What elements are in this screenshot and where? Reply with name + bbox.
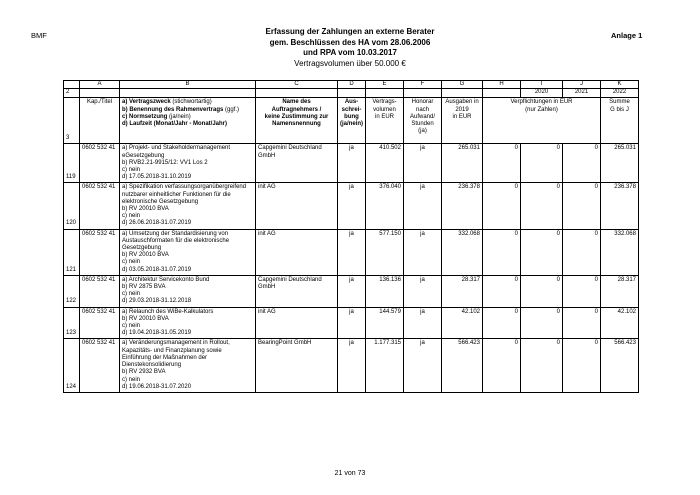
contractor-line: init AG: [258, 230, 276, 237]
col-letter-i: I: [521, 81, 563, 89]
title-line-2: gem. Beschlüssen des HA vom 28.06.2006: [269, 37, 431, 47]
header-description-line: [122, 114, 253, 121]
col-letter-g: G: [442, 81, 483, 89]
kap-titel-cell: 0602 532 41: [80, 275, 120, 307]
header-line: nach: [415, 106, 429, 113]
volume-cell: 376.040: [366, 183, 404, 229]
description-cell: [120, 229, 256, 275]
commitment-h-cell: 0: [483, 229, 521, 275]
header-line: Stunden: [411, 121, 434, 128]
expenses-cell: 566.423: [442, 339, 483, 392]
col-letter-c: C: [256, 81, 338, 89]
header-line: 2019: [455, 106, 469, 113]
description-line: b) RV 20010 BVA: [122, 206, 169, 213]
description-line: b) RVB2.21-9915/12: VV1 Los 2: [122, 159, 208, 166]
description-line: a) Projekt- und Stakeholdermanagement: [122, 145, 231, 152]
contractor-cell: [256, 229, 338, 275]
header-line: keine Zustimmung zur: [264, 113, 329, 120]
row-number: 120: [64, 183, 80, 229]
header-contract-volume: [366, 98, 404, 144]
contractor-line: Capgemini Deutschland: [258, 145, 322, 152]
kap-titel-cell: 0602 532 41: [80, 144, 120, 183]
annex-label: Anlage 1: [611, 31, 643, 40]
header-description-line: [122, 121, 253, 128]
expenses-cell: 28.317: [442, 275, 483, 307]
description-line: d) 19.04.2018-31.05.2019: [122, 330, 192, 337]
commitment-i-cell: 0: [521, 229, 563, 275]
description-line: a) Spezifikation verfassungsorganübergreifend: [122, 184, 247, 191]
header-line: Summe: [609, 99, 630, 106]
description-line: a) Veränderungsmanagement in Rollout,: [122, 340, 230, 347]
header-expenses-2019: [442, 98, 483, 144]
header-description-key: b) Benennung des Rahmenvertrags: [122, 106, 224, 113]
year-2020: 2020: [521, 89, 563, 98]
commitment-h-cell: 0: [483, 275, 521, 307]
description-cell: [120, 307, 256, 339]
header-line: (nur Zahlen): [525, 106, 558, 113]
contractor-line: Capgemini Deutschland: [258, 276, 322, 283]
row-number: 2: [64, 89, 80, 98]
year-row: [64, 89, 639, 98]
sum-cell: 42.102: [601, 307, 639, 339]
commitment-i-cell: 0: [521, 275, 563, 307]
description-line: d) 26.06.2018-31.07.2019: [122, 220, 192, 227]
description-cell: [120, 275, 256, 307]
header-description-key: c) Normsetzung: [122, 113, 168, 120]
page-number: 21 von 73: [334, 470, 366, 477]
header-line: Vertrags-: [372, 99, 397, 106]
commitment-i-cell: 0: [521, 307, 563, 339]
col-letter-e: E: [366, 81, 404, 89]
tender-cell: ja: [338, 229, 366, 275]
header-left-label: BMF: [31, 31, 47, 40]
empty-cell: [483, 89, 521, 98]
header-line: volumen: [373, 106, 396, 113]
header-line: Auftragnehmers /: [271, 106, 322, 113]
header-sum: [601, 98, 639, 144]
expenses-cell: 265.031: [442, 144, 483, 183]
header-description-hint: (ggf.): [223, 106, 240, 113]
header-commitments: [483, 98, 601, 144]
description-line: Austauschformaten für die elektronische: [122, 237, 230, 244]
header-kap-titel: Kap./Titel: [80, 98, 120, 144]
table-row: [64, 339, 639, 392]
header-contractor: [256, 98, 338, 144]
description-line: d) 19.06.2018-31.07.2020: [122, 383, 192, 390]
description-line: c) nein: [122, 259, 141, 266]
description-line: c) nein: [122, 376, 141, 383]
year-2022: 2022: [601, 89, 639, 98]
fee-cell: ja: [404, 307, 442, 339]
description-line: b) RV 20010 BVA: [122, 315, 169, 322]
commitment-h-cell: 0: [483, 339, 521, 392]
header-line: G bis J: [610, 106, 629, 113]
header-line: Namensnennung: [272, 121, 321, 128]
sum-cell: 566.423: [601, 339, 639, 392]
description-cell: [120, 339, 256, 392]
commitment-j-cell: 0: [563, 229, 601, 275]
contractor-cell: [256, 144, 338, 183]
description-line: b) RV 2932 BVA: [122, 369, 166, 376]
header-line: (ja/nein): [340, 121, 364, 128]
header-description-key: d) Laufzeit (Monat/Jahr - Monat/Jahr): [122, 121, 227, 128]
description-line: d) 03.05.2018-31.07.2019: [122, 266, 192, 273]
fee-cell: ja: [404, 183, 442, 229]
volume-cell: 410.502: [366, 144, 404, 183]
description-line: c) nein: [122, 213, 141, 220]
header-line: Aus-: [344, 99, 359, 106]
contractor-cell: [256, 339, 338, 392]
sum-cell: 265.031: [601, 144, 639, 183]
header-line: in EUR: [374, 113, 394, 120]
title-subtitle: Vertragsvolumen über 50.000 €: [294, 58, 406, 68]
description-line: a) Architektur Servicekonto Bund: [122, 276, 210, 283]
header-description-hint: (ja/nein): [167, 113, 191, 120]
table-row: [64, 144, 639, 183]
col-letter-b: B: [120, 81, 256, 89]
description-line: Einführung der Maßnahmen der: [122, 354, 208, 361]
expenses-cell: 42.102: [442, 307, 483, 339]
contractor-cell: [256, 275, 338, 307]
description-line: Gesetzgebung: [122, 245, 162, 252]
table-row: [64, 229, 639, 275]
empty-cell: [404, 89, 442, 98]
description-line: Kapazitäts- und Finanzplanung sowie: [122, 347, 222, 354]
description-line: a) Relaunch des WiBe-Kalkulators: [122, 308, 214, 315]
header-line: Honorar: [411, 99, 434, 106]
volume-cell: 1.177.315: [366, 339, 404, 392]
commitment-h-cell: 0: [483, 307, 521, 339]
col-letter-a: A: [80, 81, 120, 89]
header-row: [64, 98, 639, 144]
year-2021: 2021: [563, 89, 601, 98]
description-line: elektronische Gesetzgebung: [122, 198, 199, 205]
contractor-line: GmbH: [258, 284, 276, 291]
row-number: 3: [64, 98, 80, 144]
commitment-j-cell: 0: [563, 339, 601, 392]
header-description-hint: (stichwortartig): [170, 99, 212, 106]
empty-cell: [256, 89, 338, 98]
header-description-line: [122, 107, 253, 114]
contractor-line: BearingPoint GmbH: [258, 340, 312, 347]
kap-titel-cell: 0602 532 41: [80, 307, 120, 339]
col-letter-j: J: [563, 81, 601, 89]
empty-cell: [442, 89, 483, 98]
volume-cell: 136.136: [366, 275, 404, 307]
header-tender: [338, 98, 366, 144]
contractor-line: GmbH: [258, 152, 276, 159]
sum-cell: 236.378: [601, 183, 639, 229]
description-line: d) 29.03.2018-31.12.2018: [122, 298, 192, 305]
table-row: [64, 183, 639, 229]
header-line: Ausgaben in: [445, 99, 479, 106]
commitment-h-cell: 0: [483, 183, 521, 229]
description-line: nutzbarer einheitlicher Funktionen für die: [122, 191, 231, 198]
expenses-cell: 236.378: [442, 183, 483, 229]
fee-cell: ja: [404, 144, 442, 183]
commitment-j-cell: 0: [563, 275, 601, 307]
title-line-1: Erfassung der Zahlungen an externe Berater: [265, 27, 435, 36]
empty-cell: [338, 89, 366, 98]
header-fee-by-effort: [404, 98, 442, 144]
contractor-cell: [256, 307, 338, 339]
commitment-i-cell: 0: [521, 339, 563, 392]
header-line: in EUR: [452, 113, 472, 120]
tender-cell: ja: [338, 183, 366, 229]
description-line: c) nein: [122, 291, 141, 298]
description-line: c) nein: [122, 323, 141, 330]
row-number: 122: [64, 275, 80, 307]
row-number: 123: [64, 307, 80, 339]
description-line: Dienstekonsolidierung: [122, 362, 182, 369]
description-line: b) RV 2875 BVA: [122, 284, 166, 291]
expenses-cell: 332.068: [442, 229, 483, 275]
commitment-j-cell: 0: [563, 144, 601, 183]
description-line: c) nein: [122, 167, 141, 174]
description-line: d) 17.05.2018-31.10.2019: [122, 174, 192, 181]
description-line: a) Umsetzung der Standardisierung von: [122, 230, 229, 237]
fee-cell: ja: [404, 229, 442, 275]
contractor-cell: [256, 183, 338, 229]
table-row: [64, 307, 639, 339]
tender-cell: ja: [338, 307, 366, 339]
fee-cell: ja: [404, 339, 442, 392]
commitment-i-cell: 0: [521, 144, 563, 183]
header-description: [120, 98, 256, 144]
row-number: 121: [64, 229, 80, 275]
description-cell: [120, 183, 256, 229]
empty-cell: [80, 89, 120, 98]
kap-titel-cell: 0602 532 41: [80, 229, 120, 275]
corner-cell: [64, 81, 80, 89]
header-line: schrei-: [341, 106, 362, 113]
volume-cell: 577.150: [366, 229, 404, 275]
commitment-h-cell: 0: [483, 144, 521, 183]
header-line: Aufwand/: [409, 113, 436, 120]
header-description-line: [122, 99, 253, 106]
col-letter-f: F: [404, 81, 442, 89]
description-line: b) RV 20010 BVA: [122, 252, 169, 259]
commitment-i-cell: 0: [521, 183, 563, 229]
description-cell: [120, 144, 256, 183]
contractor-line: init AG: [258, 184, 276, 191]
table-row: [64, 275, 639, 307]
header-line: bung: [344, 113, 359, 120]
description-line: eGesetzgebung: [122, 152, 165, 159]
header-line: (ja): [418, 128, 427, 135]
kap-titel-cell: 0602 532 41: [80, 339, 120, 392]
fee-cell: ja: [404, 275, 442, 307]
header-line: Verpflichtungen in EUR: [510, 99, 573, 106]
kap-titel-cell: 0602 532 41: [80, 183, 120, 229]
row-number: 119: [64, 144, 80, 183]
col-letter-k: K: [601, 81, 639, 89]
title-line-3: und RPA vom 10.03.2017: [303, 48, 397, 57]
sum-cell: 28.317: [601, 275, 639, 307]
tender-cell: ja: [338, 144, 366, 183]
payments-table: [63, 80, 639, 393]
empty-cell: [120, 89, 256, 98]
document-title: [0, 27, 700, 69]
contractor-line: init AG: [258, 308, 276, 315]
sum-cell: 332.068: [601, 229, 639, 275]
commitment-j-cell: 0: [563, 307, 601, 339]
col-letter-h: H: [483, 81, 521, 89]
row-number: 124: [64, 339, 80, 392]
empty-cell: [366, 89, 404, 98]
tender-cell: ja: [338, 339, 366, 392]
header-line: Name des: [282, 99, 311, 106]
header-description-key: a) Vertragszweck: [122, 99, 171, 106]
commitment-j-cell: 0: [563, 183, 601, 229]
tender-cell: ja: [338, 275, 366, 307]
volume-cell: 144.579: [366, 307, 404, 339]
col-letter-d: D: [338, 81, 366, 89]
column-letters-row: [64, 81, 639, 89]
